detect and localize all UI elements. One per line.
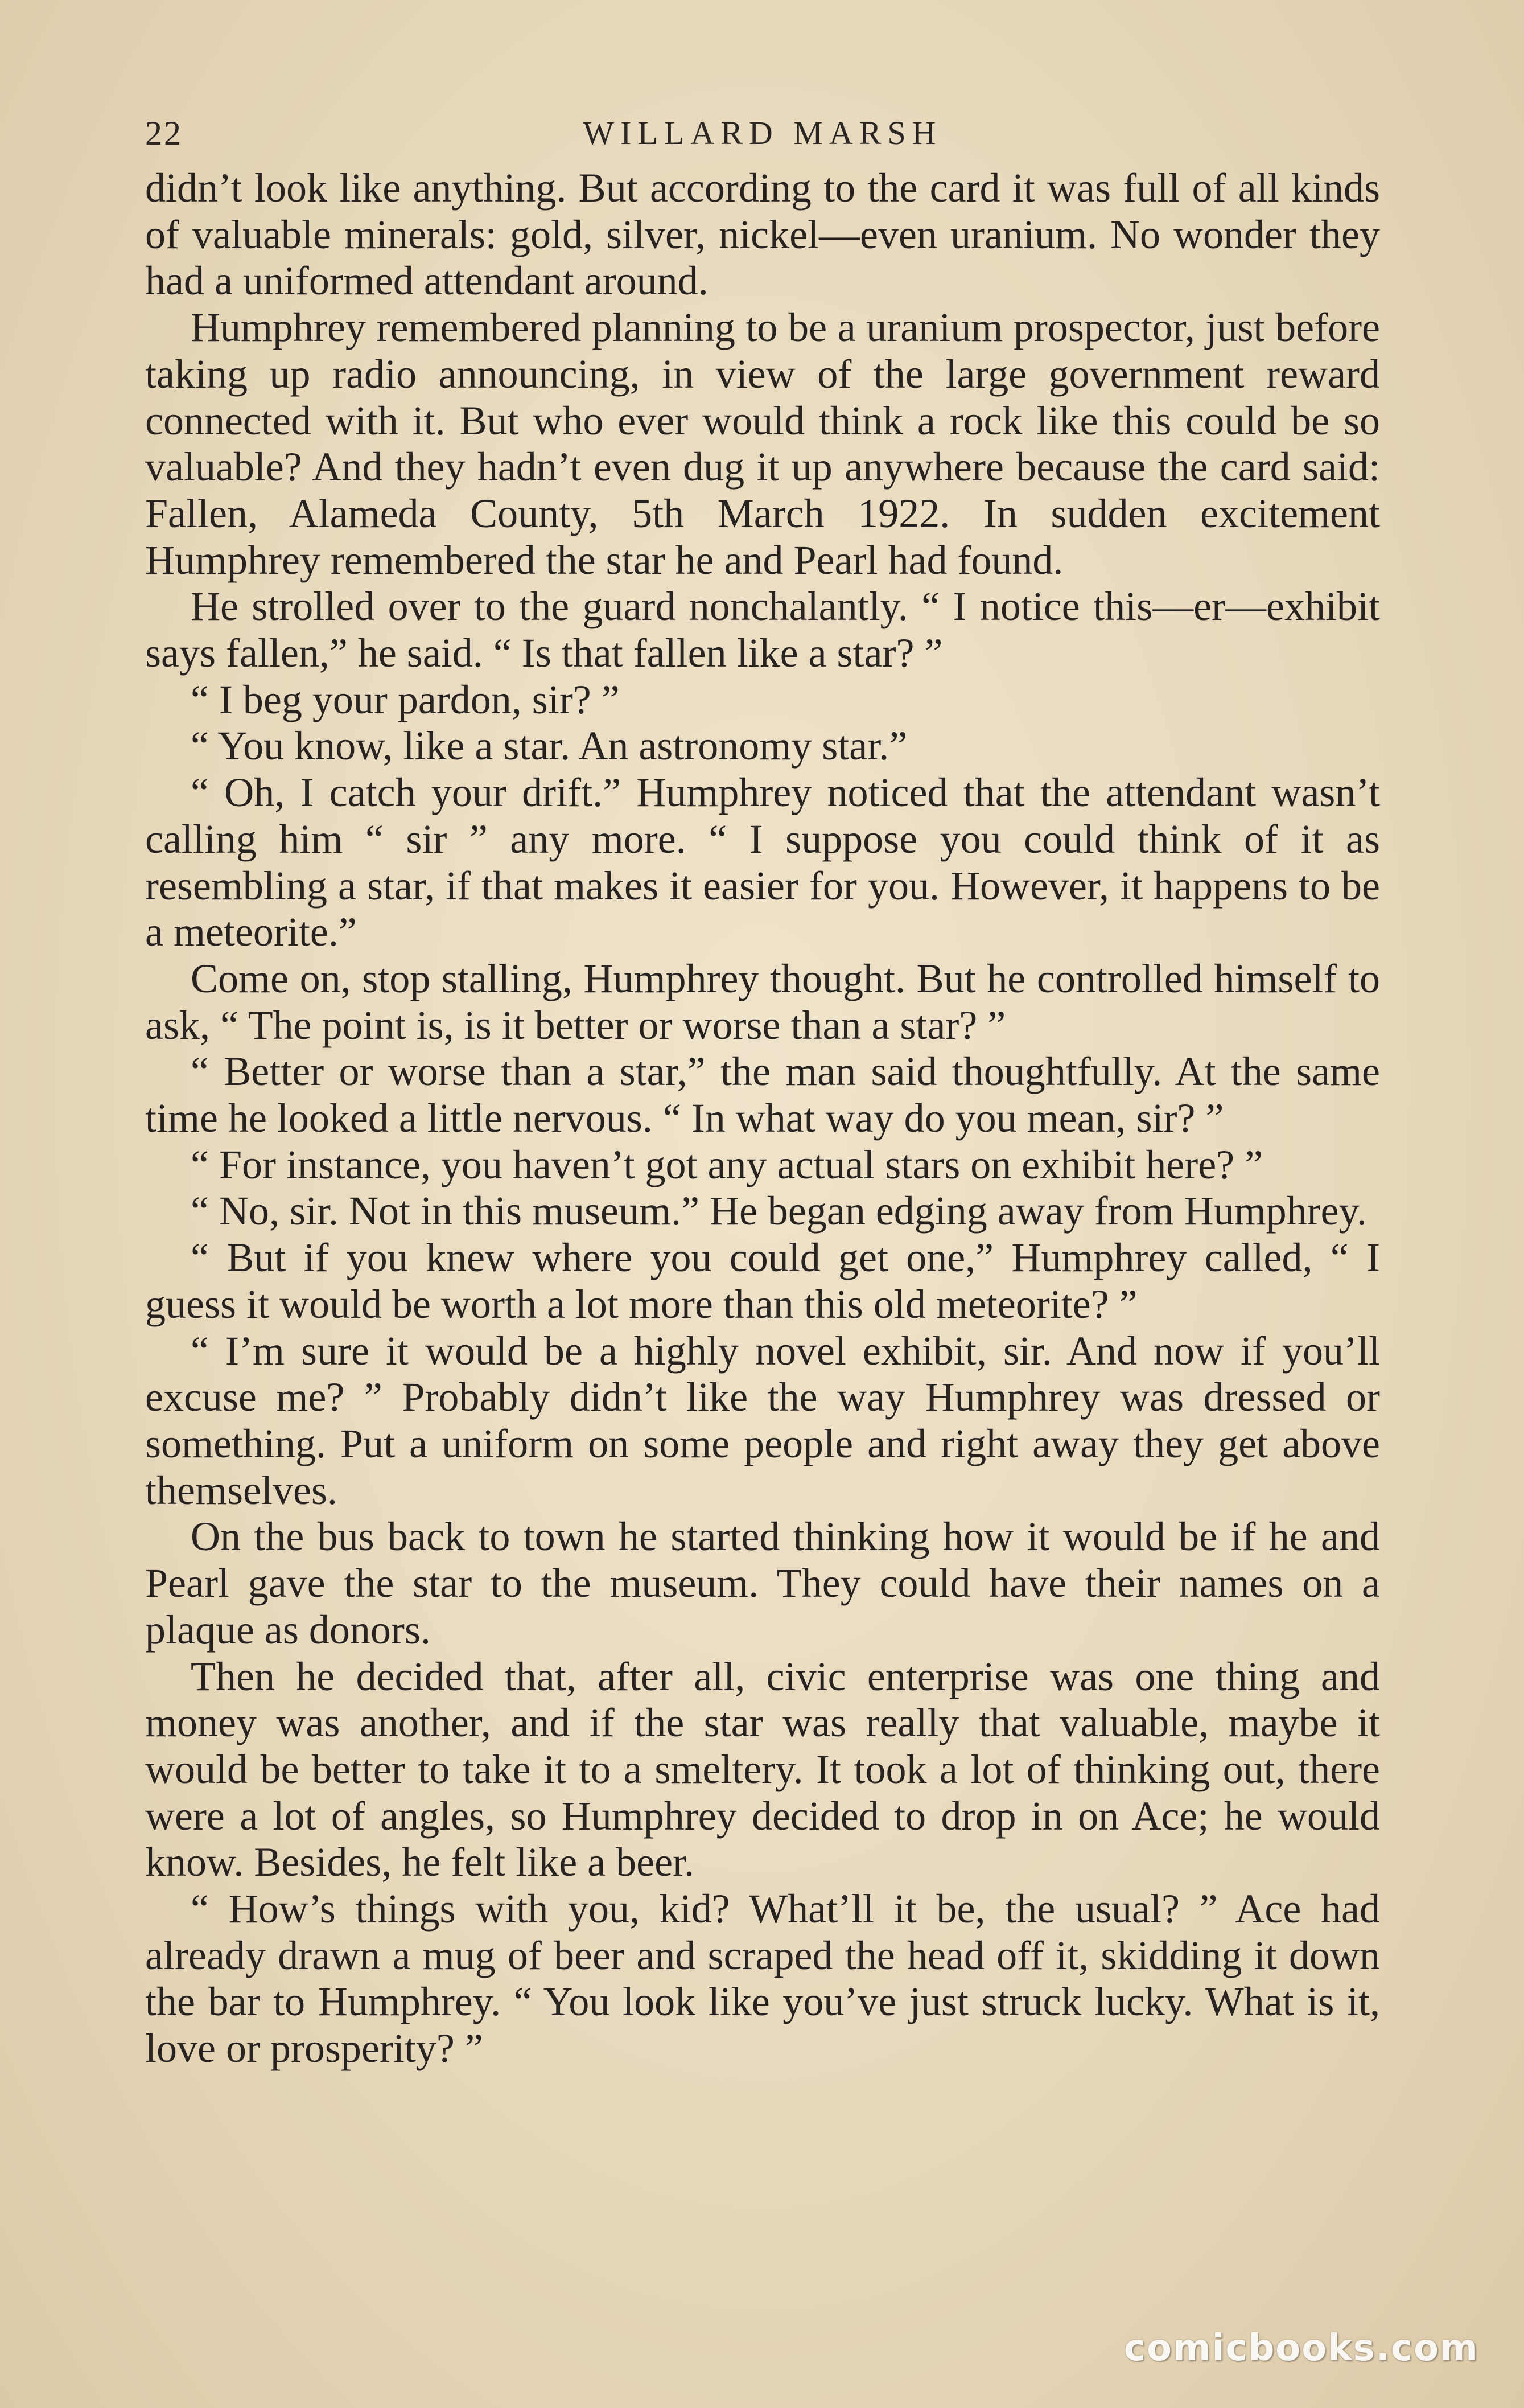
paragraph: “ Better or worse than a star,” the man said thoughtfully. At the same time he looked a little nervous. “ In what way do you mean, sir? ” (145, 1049, 1380, 1141)
paragraph: “ You know, like a star. An astronomy star.” (191, 723, 908, 769)
paragraph: didn’t look like anything. But according to the card it was full of all kinds of valuable minerals: gold, silver, nickel—even uranium. No wonder they had a uniformed attendant around. (145, 165, 1380, 304)
paragraph: “ I beg your pardon, sir? ” (191, 676, 620, 722)
paragraph: “ No, sir. Not in this museum.” He began edging away from Humphrey. (191, 1188, 1367, 1234)
paragraph: “ But if you knew where you could get one,” Humphrey called, “ I guess it would be worth a lot more than this old meteorite? ” (145, 1235, 1380, 1327)
paragraph: “ I’m sure it would be a highly novel exhibit, sir. And now if you’ll excuse me? ” Probably didn’t like the way Humphrey was dressed or something. Put a uniform on some people and right away they get above themselves. (145, 1328, 1380, 1513)
page-number: 22 (145, 114, 183, 152)
paragraph: “ How’s things with you, kid? What’ll it be, the usual? ” Ace had already drawn a mug of beer and scraped the head off it, skidding it down the bar to Humphrey. “ You look like you’ve just struck lucky. What is it, love or prosperity? ” (145, 1886, 1380, 2072)
paragraph: On the bus back to town he started thinking how it would be if he and Pearl gave the star to the museum. They could have their names on a plaque as donors. (145, 1514, 1380, 1653)
paragraph: “ For instance, you haven’t got any actual stars on exhibit here? ” (191, 1141, 1263, 1187)
paragraph: He strolled over to the guard nonchalantly. “ I notice this—er—exhibit says fallen,” he said. “ Is that fallen like a star? ” (145, 583, 1380, 676)
paragraph: Then he decided that, after all, civic enterprise was one thing and money was another, and if the star was really that valuable, maybe it would be better to take it to a smeltery. It took a lot of thinking out, there were a lot of angles, so Humphrey decided to drop in on Ace; he would know. Besides, he felt like a beer. (145, 1653, 1380, 1885)
body-text (145, 165, 1380, 2072)
running-title: WILLARD MARSH (583, 114, 942, 151)
running-head (145, 114, 1380, 159)
paragraph: Humphrey remembered planning to be a uranium prospector, just before taking up radio announcing, in view of the large government reward connected with it. But who ever would think a rock like this could be so valuable? And they hadn’t even dug it up anywhere because the card said: Fallen, Alameda County, 5th March 1922. In sudden excitement Humphrey remembered the star he and Pearl had found. (145, 305, 1380, 583)
watermark: comicbooks.com (1124, 2327, 1479, 2369)
paragraph: Come on, stop stalling, Humphrey thought. But he controlled himself to ask, “ The point is, is it better or worse than a star? ” (145, 955, 1380, 1048)
paragraph: “ Oh, I catch your drift.” Humphrey noticed that the attendant wasn’t calling him “ sir ” any more. “ I suppose you could think of it as resembling a star, if that makes it easier for you. However, it happens to be a meteorite.” (145, 770, 1380, 955)
